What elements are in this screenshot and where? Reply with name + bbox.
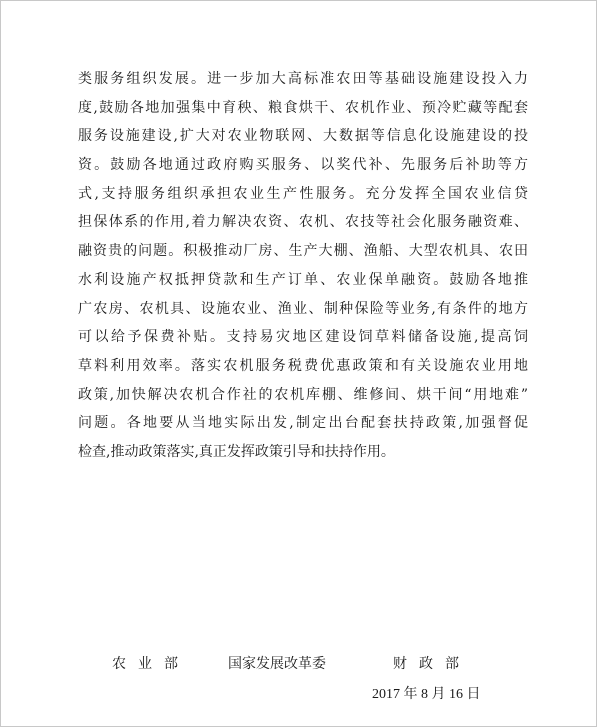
text-line: 式,支持服务组织承担农业生产性服务。充分发挥全国农业信贷 (78, 185, 528, 202)
text-line: 服务设施建设,扩大对农业物联网、大数据等信息化设施建设的投 (78, 128, 528, 145)
text-line: 草料利用效率。落实农机服务税费优惠政策和有关设施农业用地 (78, 357, 528, 374)
text-line: 资。鼓励各地通过政府购买服务、以奖代补、先服务后补助等方 (78, 157, 528, 174)
signatory-ministry-of-finance: 财政部 (393, 656, 471, 672)
text-line: 度,鼓励各地加强集中育秧、粮食烘干、农机作业、预冷贮藏等配套 (78, 99, 528, 116)
body-text (78, 65, 528, 467)
text-line: 可以给予保费补贴。支持易灾地区建设饲草料储备设施,提高饲 (78, 329, 528, 346)
text-line: 融资贵的问题。积极推动厂房、生产大棚、渔船、大型农机具、农田 (78, 243, 528, 260)
signatory-ndrc: 国家发展改革委 (228, 656, 326, 672)
text-line: 广农房、农机具、设施农业、渔业、制种保险等业务,有条件的地方 (78, 300, 528, 317)
signatory-ministry-of-agriculture: 农业部 (112, 656, 190, 672)
text-line: 检查,推动政策落实,真正发挥政策引导和扶持作用。 (78, 443, 395, 460)
text-line: 问题。各地要从当地实际出发,制定出台配套扶持政策,加强督促 (78, 415, 528, 432)
text-line: 担保体系的作用,着力解决农资、农机、农技等社会化服务融资难、 (78, 214, 528, 231)
document-date: 2017 年 8 月 16 日 (372, 687, 481, 702)
text-line: 水利设施产权抵押贷款和生产订单、农业保单融资。鼓励各地推 (78, 271, 528, 288)
text-line: 政策,加快解决农机合作社的农机库棚、维修间、烘干间“用地难” (78, 386, 528, 403)
text-line: 类服务组织发展。进一步加大高标准农田等基础设施建设投入力 (78, 71, 528, 87)
